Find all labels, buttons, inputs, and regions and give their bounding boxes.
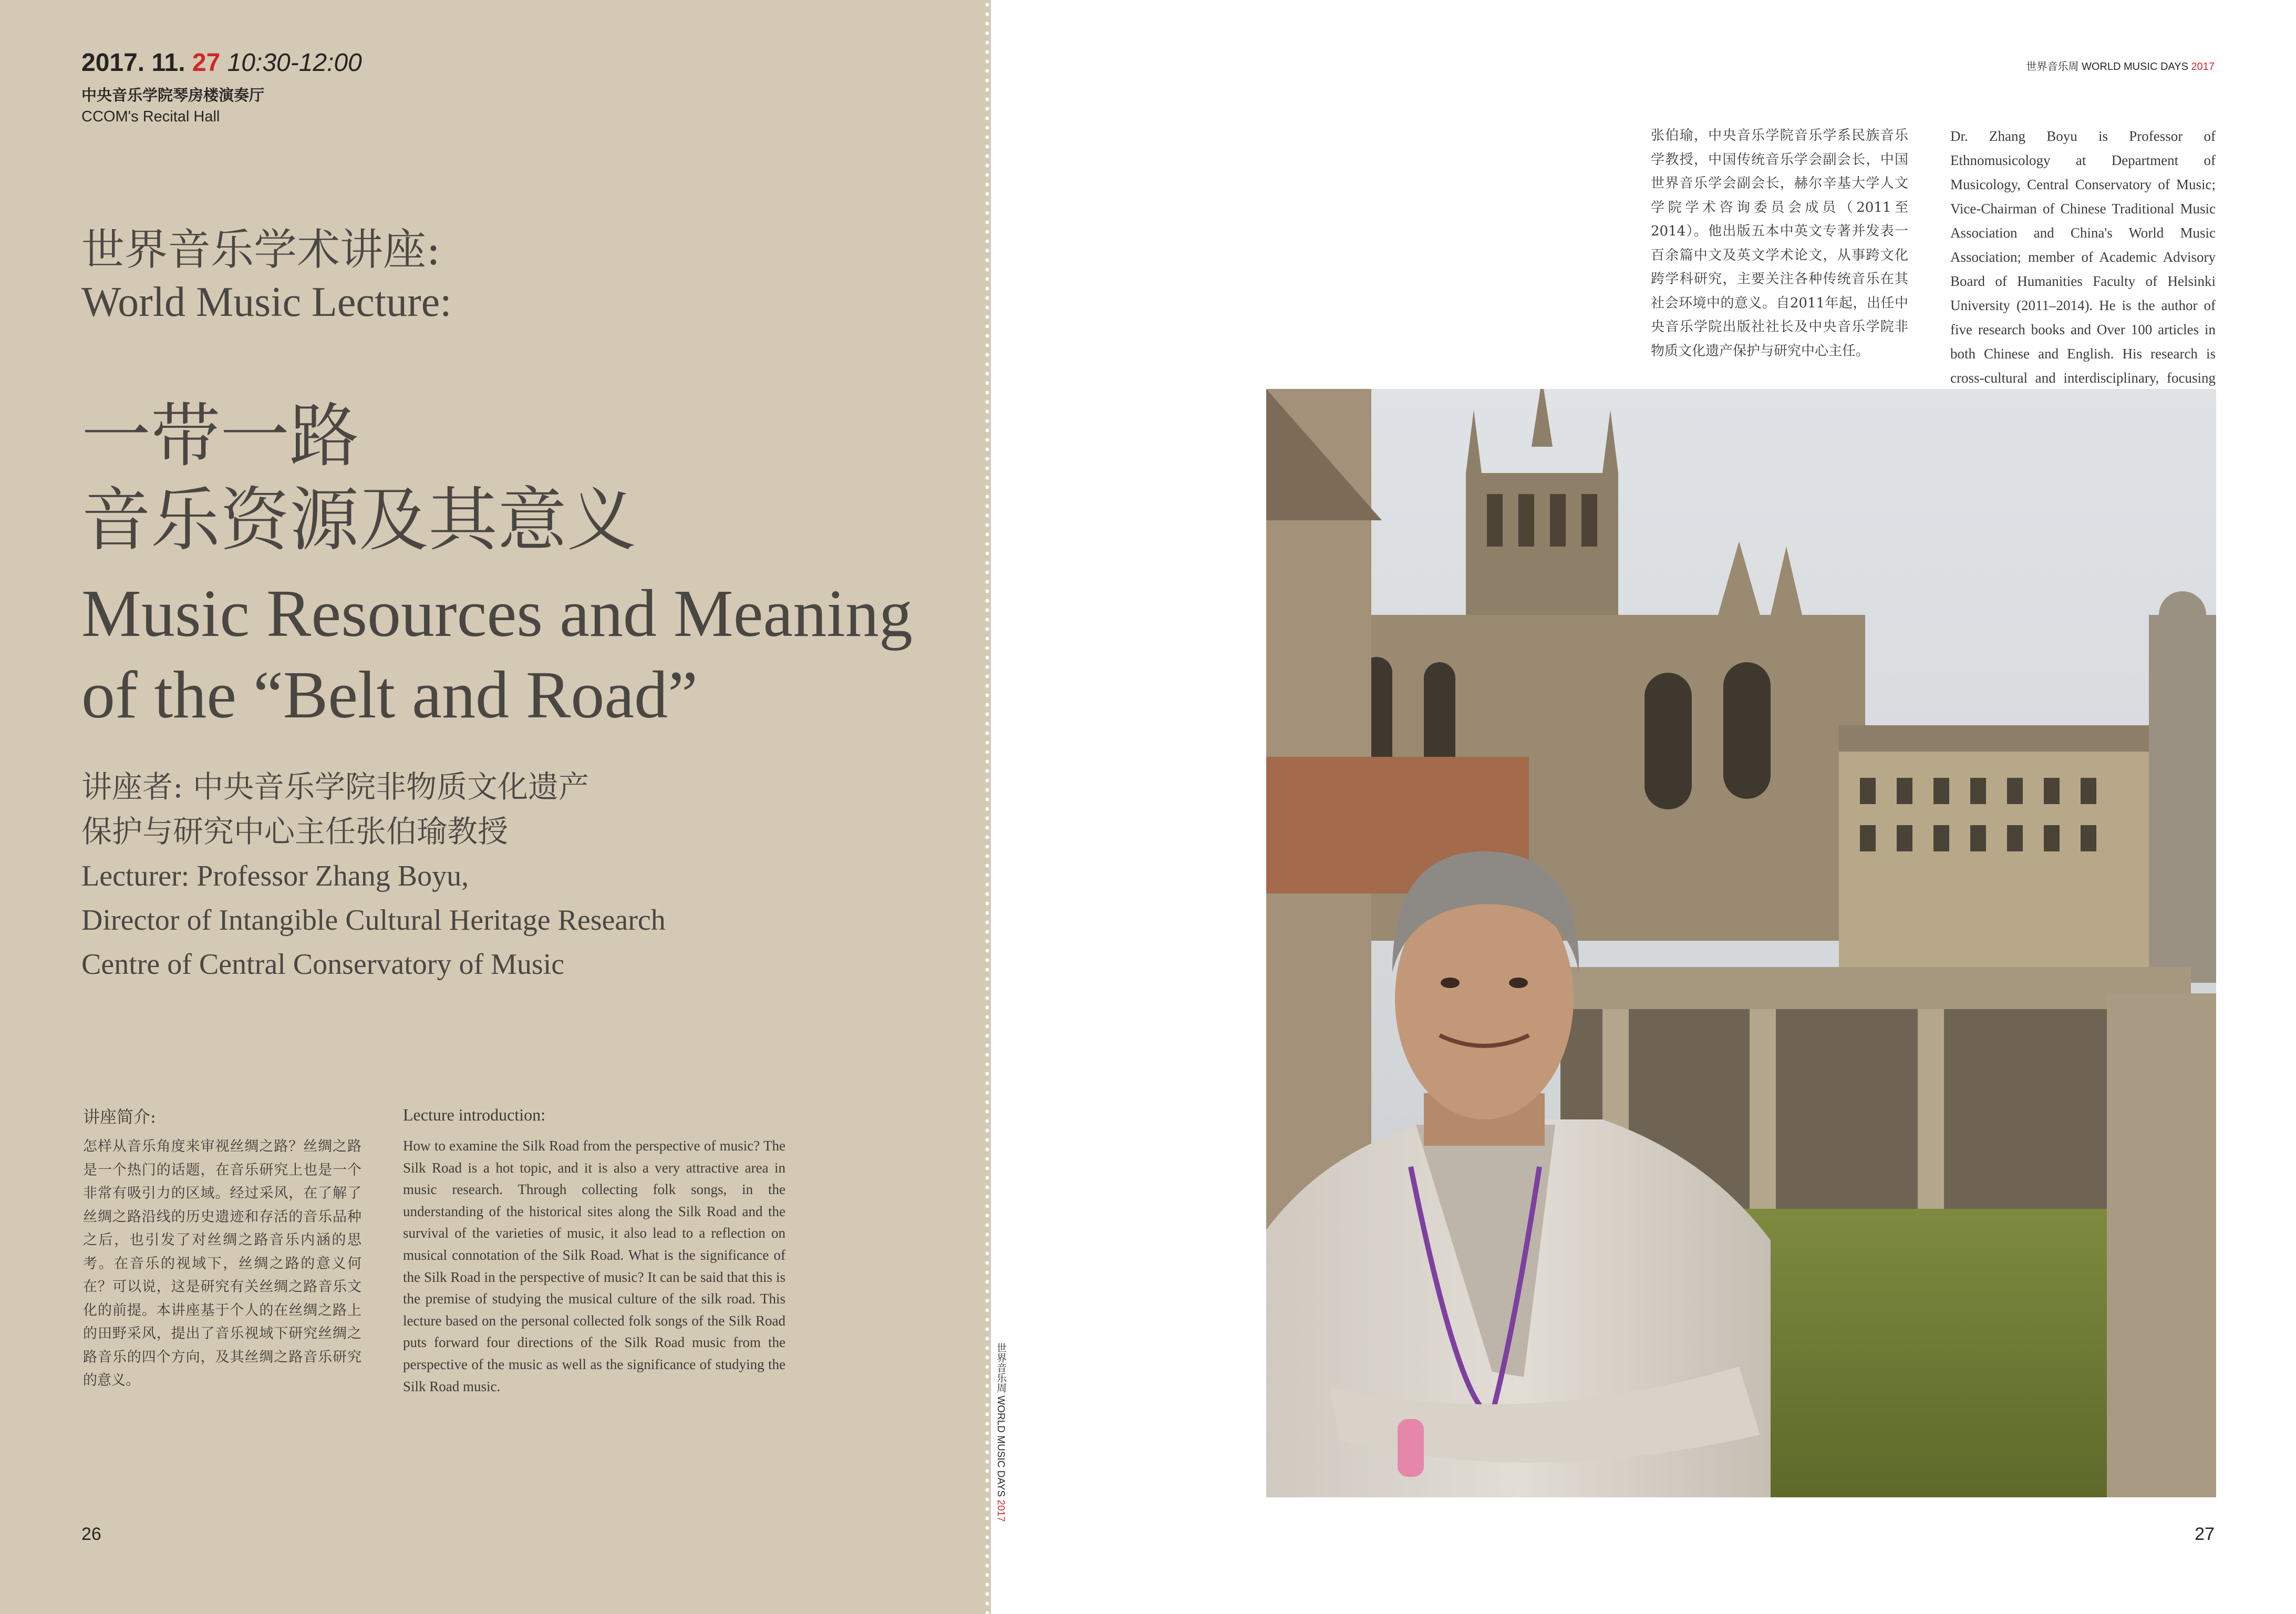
statue — [2149, 591, 2216, 983]
intro-heading-zh: 讲座简介: — [83, 1107, 156, 1127]
spine-running-title — [996, 1343, 1008, 1522]
event-time: 10:30-12:00 — [227, 49, 362, 77]
right-stone-wall — [2107, 993, 2216, 1497]
lecturer-photo — [1266, 389, 2216, 1497]
series-title-en: World Music Lecture: — [81, 279, 452, 325]
running-header — [2026, 58, 2215, 73]
lecture-title-en — [81, 573, 913, 736]
title-zh-line-2: 音乐资源及其意义 — [81, 480, 636, 561]
lecturer-en — [81, 854, 666, 986]
event-date — [81, 48, 362, 77]
spine-title-year: 2017 — [995, 1499, 1006, 1522]
lecturer-en-line-1: Lecturer: Professor Zhang Boyu, — [81, 860, 469, 892]
bio-text-zh: 张伯瑜，中央音乐学院音乐学系民族音乐学教授，中国传统音乐学会副会长，中国世界音乐学会副会长，赫尔辛基大学人文学院学术咨询委员会成员（2011至2014）。他出版五本中英文专著并发表一百余篇中文及英文学术论文，从事跨文化跨学科研究，主要关注各种传统音乐在其社会环境中的意义。自2011年起，出任中央音乐学院出版社社长及中央音乐学院非物质文化遗产保护与研究中心主任。 — [1651, 128, 1908, 359]
event-venue — [81, 85, 264, 127]
date-day: 27 — [192, 49, 221, 77]
lecturer-zh — [81, 765, 589, 854]
lecturer-en-line-2: Director of Intangible Cultural Heritage Research — [81, 904, 666, 937]
intro-text-en: How to examine the Silk Road from the perspective of music? The Silk Road is a hot topic, and it is also a very attractive area in music research. Through collecting folk songs, in the understanding of the historical sites along the Silk Road and the survival of the varieties of music, it also lead to a reflection on musical connotation of the Silk Road. What is the significance of the Silk Road in the perspective of music? It can be said that this is the premise of studying the musical culture of the silk road. This lecture based on the personal collected folk songs of the Silk Road puts forward four directions of the Silk Road music from the perspective of the music as well as the significance of studying the Silk Road music. — [403, 1138, 785, 1394]
header-title-en: WORLD MUSIC DAYS — [2081, 61, 2188, 73]
venue-en: CCOM's Recital Hall — [81, 108, 220, 125]
bio-text-en: Dr. Zhang Boyu is Professor of Ethnomusicology at Department of Musicology, Central Conservatory of Music; Vice-Chairman of Chinese Traditional Music Association and China's World Music Association; member of Academic Advisory Board of Humanities Faculty of Helsinki University (2011–2014). He is the author of five research books and Over 100 articles in both Chinese and English. His research is cross-cultural and interdisciplinary, focusing — [1950, 128, 2216, 386]
venue-zh: 中央音乐学院琴房楼演奏厅 — [81, 87, 265, 104]
title-en-line-1: Music Resources and Meaning — [81, 576, 913, 651]
page-fold-perforation — [984, 0, 991, 1614]
page-number-left: 26 — [81, 1524, 101, 1544]
lecturer-zh-line-1: 讲座者: 中央音乐学院非物质文化遗产 — [81, 769, 589, 805]
header-title-year: 2017 — [2191, 61, 2215, 73]
series-title-zh: 世界音乐学术讲座: — [81, 225, 441, 275]
lecture-title-zh — [81, 394, 636, 562]
intro-heading-en: Lecture introduction: — [403, 1105, 546, 1124]
lecturer-zh-line-2: 保护与研究中心主任张伯瑜教授 — [81, 814, 509, 849]
spine-title-en: WORLD MUSIC DAYS — [995, 1395, 1006, 1497]
title-zh-line-1: 一带一路 — [81, 396, 359, 477]
right-building — [1839, 725, 2154, 967]
spine-title-zh: 世界音乐周 — [995, 1343, 1006, 1393]
intro-text-zh: 怎样从音乐角度来审视丝绸之路？丝绸之路是一个热门的话题，在音乐研究上也是一个非常有吸引力的区域。经过采风，在了解了丝绸之路沿线的历史遗迹和存活的音乐品种之后，也引发了对丝绸之路音乐内涵的思考。在音乐的视域下，丝绸之路的意义何在？可以说，这是研究有关丝绸之路音乐文化的前提。本讲座基于个人的在丝绸之路上的田野采风，提出了音乐视域下研究丝绸之路音乐的四个方向，及其丝绸之路音乐研究的意义。 — [83, 1138, 361, 1389]
title-en-line-2: of the “Belt and Road” — [81, 657, 698, 732]
header-title-zh: 世界音乐周 — [2026, 61, 2079, 73]
lecturer-en-line-3: Centre of Central Conservatory of Music — [81, 948, 565, 981]
page-number-right: 27 — [2195, 1524, 2215, 1544]
date-text: 2017. 11. — [81, 49, 185, 77]
terrace-balustrade — [1560, 967, 2191, 1009]
